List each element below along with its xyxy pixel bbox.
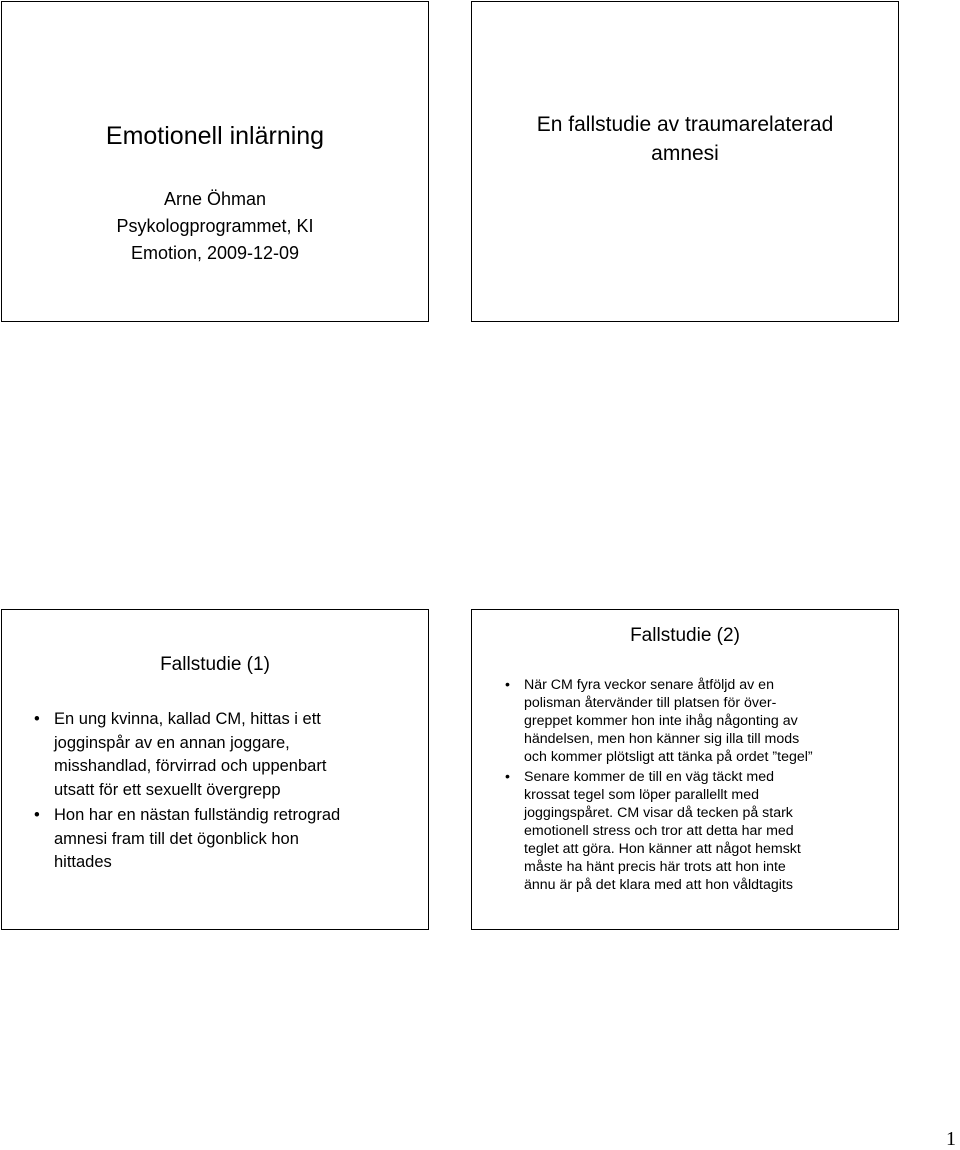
slide-4-bullet-list <box>505 676 884 896</box>
slide-4 <box>471 609 899 930</box>
list-item <box>34 804 408 875</box>
bullet-line: händelsen, men hon känner sig illa till mods <box>524 731 800 747</box>
bullet-line: ännu är på det klara med att hon våldtagits <box>524 877 793 893</box>
bullet-line: teglet att göra. Hon känner att något hemskt <box>524 841 801 857</box>
bullet-line: joggingspåret. CM visar då tecken på stark <box>524 805 793 821</box>
bullet-marker: • <box>505 677 510 693</box>
bullet-line: och kommer plötsligt att tänka på ordet ”tegel” <box>524 749 813 765</box>
bullet-marker: • <box>505 769 510 785</box>
bullet-line: Hon har en nästan fullständig retrograd <box>54 805 341 824</box>
slide-1-program: Psykologprogrammet, KI <box>116 216 314 236</box>
list-item <box>34 708 408 803</box>
page-number: 1 <box>946 1128 956 1150</box>
bullet-line: krossat tegel som löper parallellt med <box>524 787 759 803</box>
bullet-line: polisman återvänder till platsen för över- <box>524 695 777 711</box>
bullet-line: misshandlad, förvirrad och uppenbart <box>54 757 327 776</box>
list-item <box>505 768 884 894</box>
slide-2-title-line-2: amnesi <box>651 142 719 165</box>
bullet-line: hittades <box>54 853 112 872</box>
bullet-line: Senare kommer de till en väg täckt med <box>524 769 774 785</box>
bullet-line: När CM fyra veckor senare åtföljd av en <box>524 677 774 693</box>
slide-1-date: Emotion, 2009-12-09 <box>130 243 300 263</box>
slide-2-title-line-1: En fallstudie av traumarelaterad <box>536 113 834 136</box>
bullet-line: jogginspår av en annan joggare, <box>54 733 290 752</box>
slide-3-heading: Fallstudie (1) <box>160 654 270 675</box>
slide-4-heading: Fallstudie (2) <box>630 625 740 646</box>
bullet-line: amnesi fram till det ögonblick hon <box>54 829 299 848</box>
bullet-line: greppet kommer hon inte ihåg någonting av <box>524 713 798 729</box>
slide-1 <box>1 1 429 322</box>
bullet-line: utsatt för ett sexuellt övergrepp <box>54 781 281 800</box>
slide-2 <box>471 1 899 322</box>
slide-3-bullet-list <box>34 708 408 876</box>
list-item <box>505 676 884 766</box>
slide-3 <box>1 609 429 930</box>
bullet-line: En ung kvinna, kallad CM, hittas i ett <box>54 710 321 728</box>
slide-1-author: Arne Öhman <box>163 189 267 209</box>
slide-1-title: Emotionell inlärning <box>105 122 325 150</box>
bullet-line: emotionell stress och tror att detta har med <box>524 823 794 839</box>
bullet-marker: • <box>34 805 40 824</box>
bullet-marker: • <box>34 710 40 728</box>
bullet-line: måste ha hänt precis här trots att hon inte <box>524 859 786 875</box>
